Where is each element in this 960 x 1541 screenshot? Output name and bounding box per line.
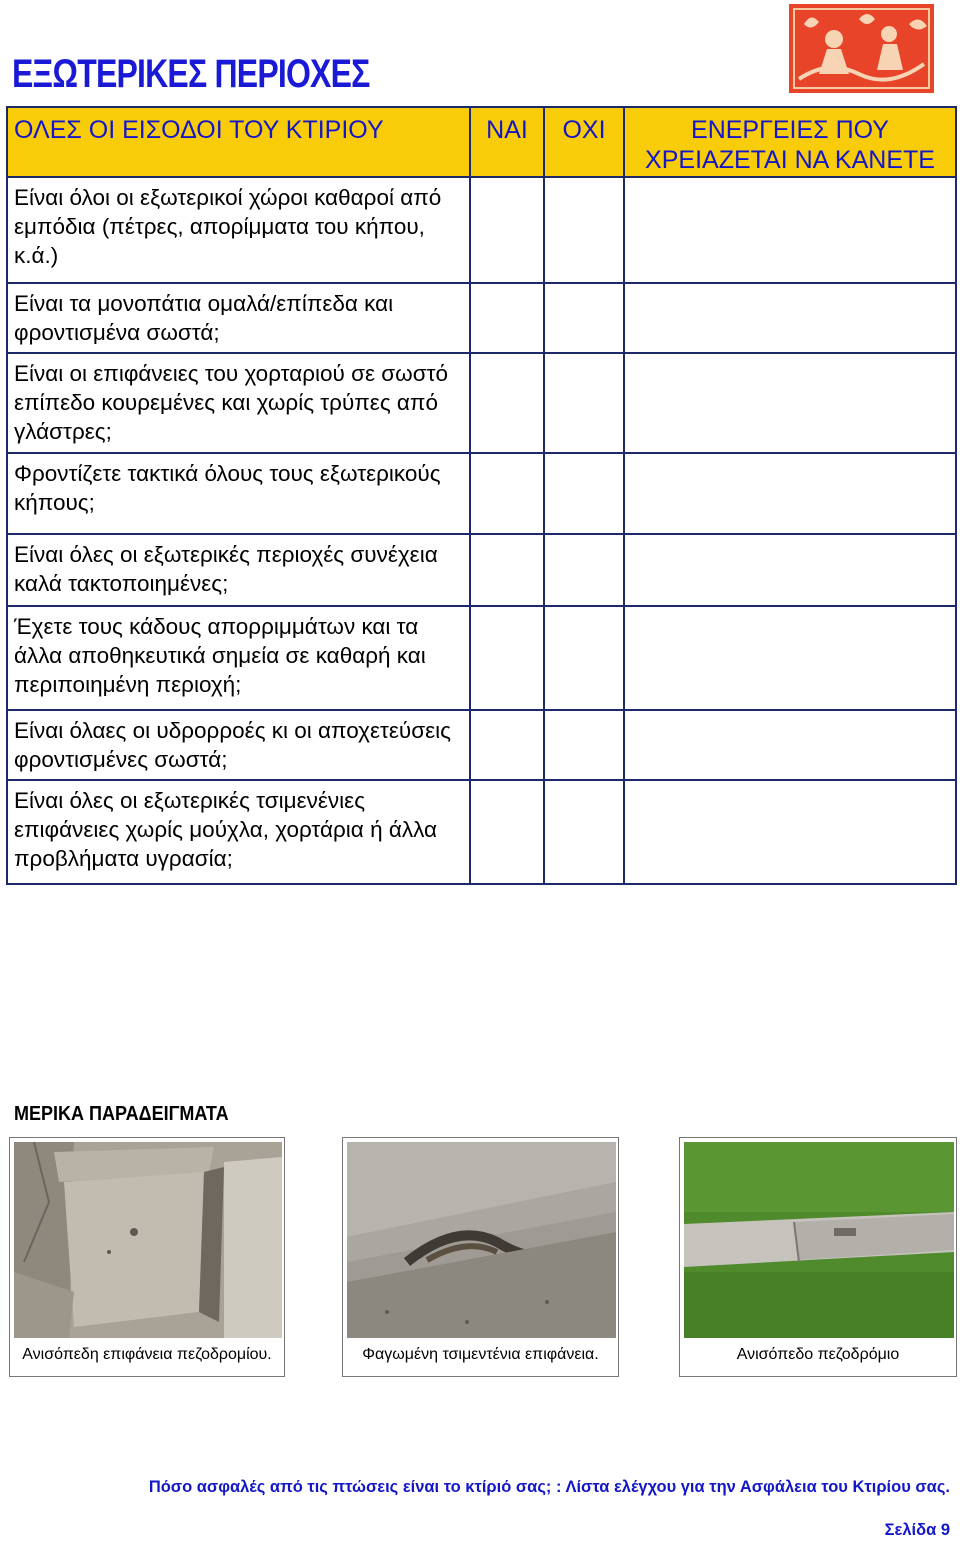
- header-yes: ΝΑΙ: [470, 107, 544, 177]
- table-row: [7, 453, 956, 534]
- yes-cell[interactable]: [470, 780, 544, 884]
- no-cell[interactable]: [544, 283, 624, 353]
- example-card: [9, 1137, 285, 1377]
- header-question: ΟΛΕΣ ΟΙ ΕΙΣΟΔΟΙ ΤΟΥ ΚΤΙΡΙΟΥ: [7, 107, 470, 177]
- no-cell[interactable]: [544, 177, 624, 283]
- table-row: [7, 780, 956, 884]
- table-row: [7, 283, 956, 353]
- checklist-table: [6, 106, 957, 885]
- no-cell[interactable]: [544, 606, 624, 710]
- header-actions: ΕΝΕΡΓΕΙΕΣ ΠΟΥ ΧΡΕΙΑΖΕΤΑΙ ΝΑ ΚΑΝΕΤΕ: [624, 107, 956, 177]
- no-cell[interactable]: [544, 534, 624, 606]
- yes-cell[interactable]: [470, 534, 544, 606]
- no-cell[interactable]: [544, 780, 624, 884]
- example-caption: Φαγωμένη τσιμεντένια επιφάνεια.: [362, 1346, 599, 1363]
- uneven-pavement-photo: [14, 1142, 282, 1343]
- footer-text: Πόσο ασφαλές από τις πτώσεις είναι το κτίριό σας; : Λίστα ελέγχου για την Ασφάλεια του Κτιρίου σας.: [148, 1478, 950, 1496]
- table-row: [7, 606, 956, 710]
- example-caption: Ανισόπεδο πεζοδρόμιο: [736, 1346, 900, 1363]
- actions-cell[interactable]: [624, 534, 956, 606]
- page-title: ΕΞΩΤΕΡΙΚΕΣ ΠΕΡΙΟΧΕΣ: [12, 52, 370, 96]
- worn-concrete-photo: [347, 1142, 616, 1343]
- actions-cell[interactable]: [624, 353, 956, 453]
- actions-cell[interactable]: [624, 283, 956, 353]
- yes-cell[interactable]: [470, 606, 544, 710]
- question-cell: Είναι όλες οι εξωτερικές περιοχές συνέχεια καλά τακτοποιημένες;: [7, 534, 470, 606]
- examples-title: ΜΕΡΙΚΑ ΠΑΡΑΔΕΙΓΜΑΤΑ: [14, 1103, 229, 1125]
- table-row: [7, 177, 956, 283]
- no-cell[interactable]: [544, 710, 624, 780]
- actions-cell[interactable]: [624, 453, 956, 534]
- question-cell: Είναι όλες οι εξωτερικές τσιμενένιες επιφάνειες χωρίς μούχλα, χορτάρια ή άλλα προβλήματα υγρασία;: [7, 780, 470, 884]
- question-cell: Είναι τα μονοπάτια ομαλά/επίπεδα και φροντισμένα σωστά;: [7, 283, 470, 353]
- question-cell: Έχετε τους κάδους απορριμμάτων και τα άλλα αποθηκευτικά σημεία σε καθαρή και περιποιημένη περιοχή;: [7, 606, 470, 710]
- table-row: [7, 710, 956, 780]
- yes-cell[interactable]: [470, 710, 544, 780]
- page-number: Σελίδα 9: [884, 1521, 950, 1539]
- question-cell: Φροντίζετε τακτικά όλους τους εξωτερικούς κήπους;: [7, 453, 470, 534]
- example-card: [342, 1137, 619, 1377]
- header-no: ΟΧΙ: [544, 107, 624, 177]
- actions-cell[interactable]: [624, 780, 956, 884]
- no-cell[interactable]: [544, 453, 624, 534]
- gardening-logo-icon: [789, 4, 934, 93]
- yes-cell[interactable]: [470, 177, 544, 283]
- example-caption: Ανισόπεδη επιφάνεια πεζοδρομίου.: [22, 1346, 272, 1363]
- question-cell: Είναι οι επιφάνειες του χορταριού σε σωστό επίπεδο κουρεμένες και χωρίς τρύπες από γλάστρες;: [7, 353, 470, 453]
- table-header-row: [7, 107, 956, 177]
- actions-cell[interactable]: [624, 710, 956, 780]
- question-cell: Είναι όλαες οι υδρορροές κι οι αποχετεύσεις φροντισμένες σωστά;: [7, 710, 470, 780]
- yes-cell[interactable]: [470, 453, 544, 534]
- yes-cell[interactable]: [470, 283, 544, 353]
- table-row: [7, 534, 956, 606]
- example-card: [679, 1137, 957, 1377]
- question-cell: Είναι όλοι οι εξωτερικοί χώροι καθαροί από εμπόδια (πέτρες, απορίμματα του κήπου, κ.ά.): [7, 177, 470, 283]
- actions-cell[interactable]: [624, 177, 956, 283]
- actions-cell[interactable]: [624, 606, 956, 710]
- uneven-sidewalk-photo: [684, 1142, 954, 1343]
- table-row: [7, 353, 956, 453]
- yes-cell[interactable]: [470, 353, 544, 453]
- no-cell[interactable]: [544, 353, 624, 453]
